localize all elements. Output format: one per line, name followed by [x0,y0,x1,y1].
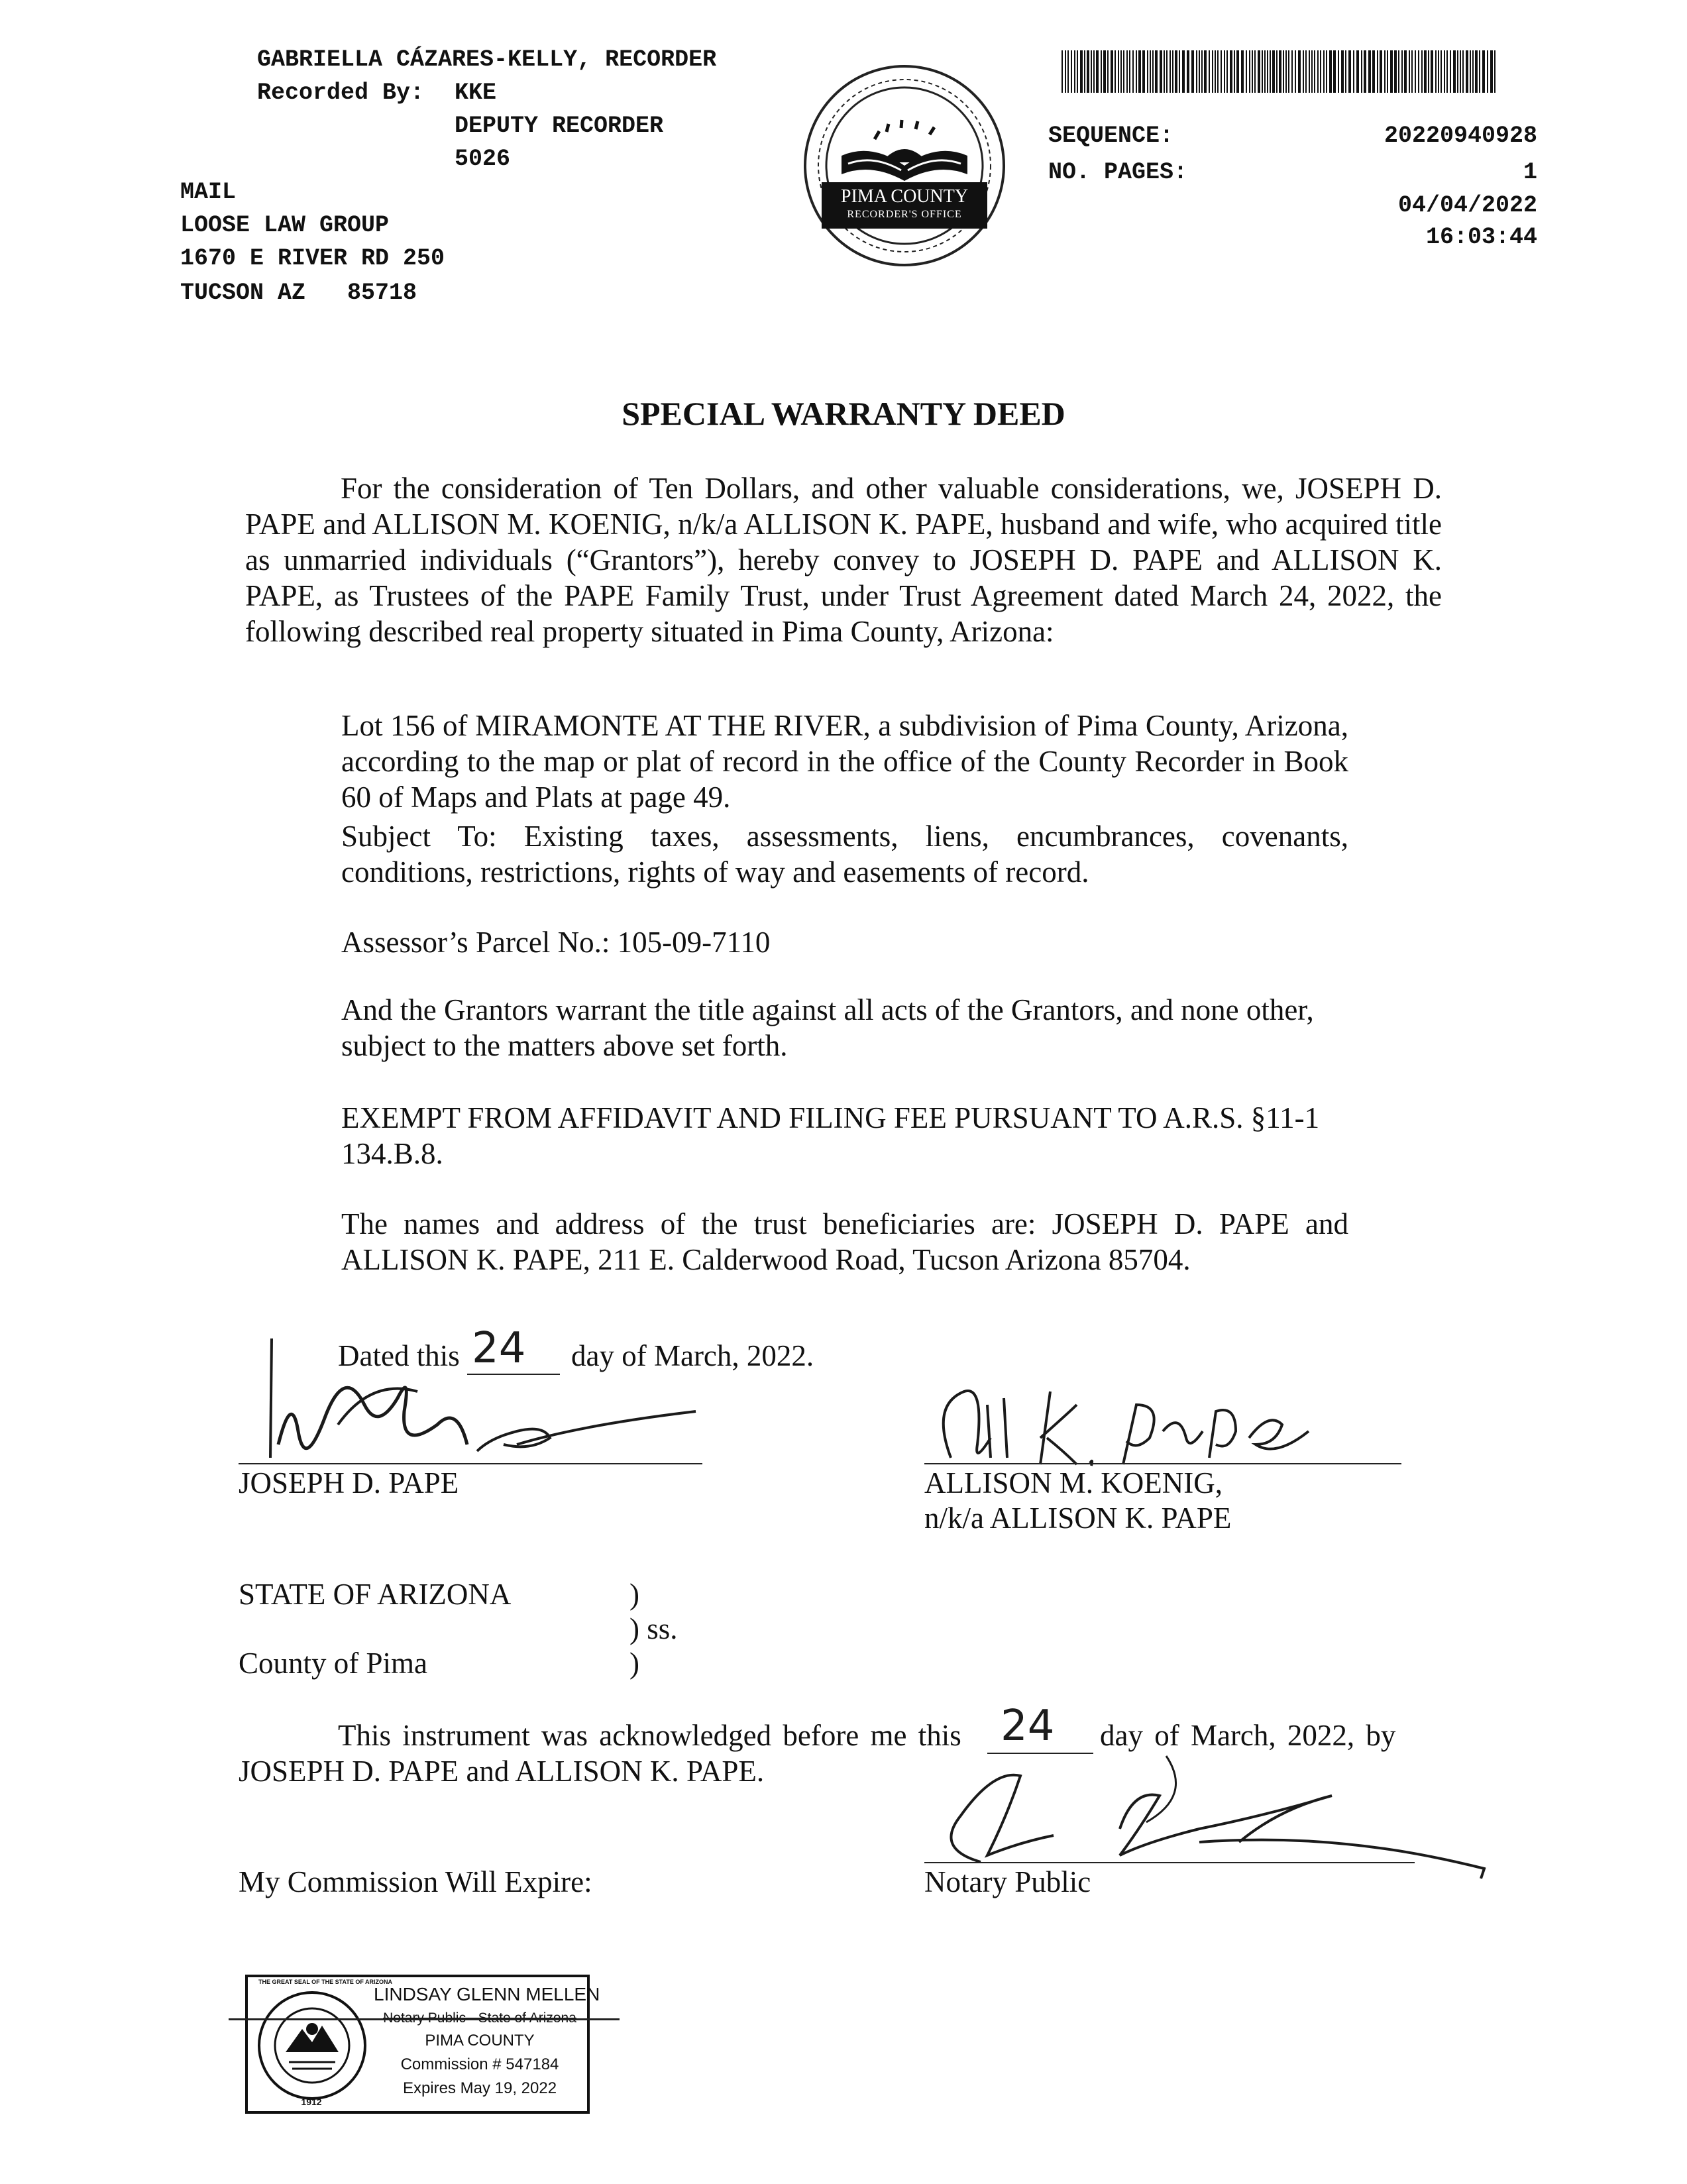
barcode-bar [1107,50,1109,93]
barcode-bar [1372,50,1375,93]
barcode-bar [1446,50,1448,93]
barcode-bar [1356,50,1359,93]
venue-paren-close: ) [629,1647,639,1680]
notary-stamp-expires: Expires May 19, 2022 [402,2079,557,2097]
barcode-bar [1179,50,1180,93]
barcode-bar [1338,50,1339,93]
notary-stamp [245,1975,600,2114]
barcode-bar [1460,50,1461,93]
barcode-bar [1333,50,1336,93]
barcode-bar [1424,50,1427,93]
barcode-bar [1267,50,1268,93]
barcode-bar [1309,50,1310,93]
barcode-bar [1077,50,1078,93]
recording-time: 16:03:44 [1425,224,1537,250]
dated-day-handwritten: 24 [472,1324,526,1373]
signature-joseph-icon [239,1325,742,1478]
subject-to: Subject To: Existing taxes, assessments, liens, encumbrances, covenants, conditions, restrictions, rights of way and easements of record. [341,820,1348,889]
barcode-bar [1226,50,1228,93]
barcode-bar [1241,50,1244,93]
signature-line-allison [924,1463,1401,1464]
barcode-bar [1450,50,1451,93]
barcode-bar [1230,50,1232,93]
venue-paren-open: ) [629,1578,639,1611]
dated-prefix: Dated this [338,1339,460,1372]
exempt-clause: EXEMPT FROM AFFIDAVIT AND FILING FEE PURSUANT TO A.R.S. §11-1134.B.8. [341,1101,1320,1170]
sequence-value: 20220940928 [1384,123,1537,149]
barcode-bar [1246,50,1247,93]
barcode-bar [1295,50,1296,93]
barcode-bar [1129,50,1130,93]
barcode-bar [1323,50,1325,93]
barcode-bar [1283,50,1284,93]
barcode-bar [1390,50,1393,93]
ack-day-handwritten: 24 [1001,1702,1055,1751]
barcode-bar [1111,50,1113,93]
barcode-bar [1377,50,1378,93]
barcode-bar [1272,50,1275,93]
barcode-bar [1182,50,1185,93]
barcode-bar [1091,50,1092,93]
barcode-bar [1462,50,1464,93]
barcode-bar [1217,50,1219,93]
barcode-bar [1387,50,1388,93]
barcode-bar [1103,50,1106,93]
arizona-seal-year: 1912 [301,2097,322,2107]
arizona-seal-text: THE GREAT SEAL OF THE STATE OF ARIZONA [258,1979,392,1985]
barcode-bar [1348,50,1351,93]
venue-state: STATE OF ARIZONA [239,1578,512,1611]
barcode-bar [1438,50,1439,93]
barcode-bar [1262,50,1263,93]
barcode-bar [1329,50,1332,93]
barcode-bar [1172,50,1173,93]
barcode-bar [1164,50,1165,93]
barcode-bar [1258,50,1260,93]
venue-ss: ) ss. [629,1612,678,1645]
barcode-bar [1457,50,1458,93]
ack-names: JOSEPH D. PAPE and ALLISON K. PAPE. [239,1755,765,1788]
barcode-bar [1249,50,1250,93]
barcode-bar [1101,50,1102,93]
barcode-bar [1264,50,1266,93]
barcode-bar [1093,50,1095,93]
barcode-bar [1080,50,1083,93]
barcode-bar [1384,50,1386,93]
barcode-bar [1126,50,1128,93]
mail-line-3: TUCSON AZ 85718 [180,280,417,306]
barcode-bar [1150,50,1151,93]
barcode-bar [1236,50,1239,93]
barcode-icon [1061,50,1499,93]
stamp-strike-line [229,2018,620,2020]
barcode-bar [1441,50,1442,93]
barcode-bar [1466,50,1468,93]
barcode-bar [1418,50,1419,93]
barcode-bar [1201,50,1203,93]
barcode-bar [1353,50,1354,93]
barcode-bar [1380,50,1382,93]
barcode-bar [1132,50,1134,93]
barcode-bar [1096,50,1099,93]
barcode-bar [1187,50,1189,93]
barcode-bar [1254,50,1256,93]
barcode-bar [1475,50,1478,93]
barcode-bar [1215,50,1216,93]
barcode-bar [1487,50,1488,93]
barcode-bar [1196,50,1197,93]
signature-allison-icon [924,1365,1322,1471]
pages-value: 1 [1523,159,1537,186]
barcode-bar [1411,50,1413,93]
signature-notary-icon [921,1736,1491,1882]
barcode-bar [1118,50,1119,93]
barcode-bar [1067,50,1069,93]
barcode-bar [1415,50,1416,93]
seal-line-1: PIMA COUNTY [840,186,969,207]
mail-line-1: LOOSE LAW GROUP [180,212,390,239]
barcode-bar [1326,50,1327,93]
barcode-bar [1152,50,1154,93]
barcode-bar [1494,50,1496,93]
barcode-bar [1472,50,1474,93]
notary-stamp-title: Notary Public - State of Arizona [383,2010,576,2026]
barcode-bar [1120,50,1122,93]
ack-prefix: This instrument was acknowledged before me this [338,1719,961,1752]
barcode-bar [1311,50,1313,93]
barcode-bar [1138,50,1141,93]
barcode [1061,50,1499,93]
barcode-bar [1435,50,1437,93]
barcode-bar [1345,50,1346,93]
notary-stamp-county: PIMA COUNTY [425,2032,535,2049]
barcode-bar [1320,50,1321,93]
barcode-bar [1453,50,1456,93]
barcode-bar [1123,50,1124,93]
barcode-bar [1288,50,1289,93]
recording-date: 04/04/2022 [1397,192,1537,219]
arizona-seal-icon [256,1989,368,2102]
barcode-bar [1431,50,1433,93]
barcode-bar [1221,50,1222,93]
barcode-bar [1421,50,1423,93]
deed-intro: For the consideration of Ten Dollars, and other valuable considerations, we, JOSEPH D. PAPE and ALLISON M. KOENIG, n/k/a ALLISON K. PAPE, husband and wife, who acquired title as unmarried individuals (“Grantors”), hereby convey to JOSEPH D. PAPE and ALLISON K. PAPE, as Trustees of the PAPE Family Trust, under Trust Agreement dated March 24, 2022, the following described real property situated in Pima County, Arizona: [245,472,1442,648]
parcel-number: Assessor’s Parcel No.: 105-09-7110 [341,926,771,959]
grantor-2-name: ALLISON M. KOENIG, [924,1466,1223,1500]
seal-line-2: RECORDER'S OFFICE [847,209,962,220]
barcode-bar [1404,50,1407,93]
barcode-bar [1204,50,1207,93]
barcode-bar [1115,50,1116,93]
barcode-bar [1071,50,1072,93]
barcode-bar [1170,50,1171,93]
commission-label: My Commission Will Expire: [239,1865,592,1898]
barcode-bar [1270,50,1271,93]
pima-county-seal [802,63,1007,268]
barcode-bar [1341,50,1344,93]
notary-stamp-commission: Commission # 547184 [400,2055,559,2073]
warranty-clause: And the Grantors warrant the title against all acts of the Grantors, and none other, subject to the matters above set forth. [341,993,1314,1062]
signature-line-joseph [239,1463,702,1464]
barcode-bar [1409,50,1410,93]
barcode-bar [1199,50,1200,93]
grantor-1-name: JOSEPH D. PAPE [239,1466,459,1500]
barcode-bar [1276,50,1278,93]
pages-label: NO. PAGES: [1048,159,1188,186]
barcode-bar [1166,50,1168,93]
barcode-bar [1444,50,1445,93]
barcode-bar [1479,50,1480,93]
barcode-bar [1398,50,1399,93]
mail-line-2: 1670 E RIVER RD 250 [180,245,445,272]
barcode-bar [1160,50,1162,93]
recorder-name: GABRIELLA CÁZARES-KELLY, RECORDER [257,46,717,73]
barcode-bar [1209,50,1210,93]
barcode-bar [1136,50,1137,93]
seal-graphic-icon [802,63,1007,268]
barcode-bar [1394,50,1397,93]
barcode-bar [1061,50,1063,93]
barcode-bar [1305,50,1307,93]
barcode-bar [1361,50,1362,93]
deed-title: SPECIAL WARRANTY DEED [622,395,1065,432]
barcode-bar [1074,50,1075,93]
recorded-by-label: Recorded By: [257,80,425,106]
barcode-bar [1368,50,1371,93]
sequence-label: SEQUENCE: [1048,123,1174,149]
barcode-bar [1212,50,1213,93]
barcode-bar [1428,50,1429,93]
barcode-bar [1191,50,1194,93]
ack-middle: day of March, 2022, by [1100,1719,1396,1752]
barcode-bar [1364,50,1366,93]
barcode-bar [1065,50,1066,93]
deputy-title: DEPUTY RECORDER [455,113,664,139]
grantor-2-aka: n/k/a ALLISON K. PAPE [924,1502,1232,1535]
barcode-bar [1314,50,1315,93]
barcode-bar [1298,50,1301,93]
barcode-bar [1482,50,1485,93]
barcode-bar [1285,50,1287,93]
recorded-by-value: KKE [455,80,497,106]
legal-description: Lot 156 of MIRAMONTE AT THE RIVER, a subdivision of Pima County, Arizona, according to the map or plat of record in the office of the County Recorder in Book 60 of Maps and Plats at page 49. [341,709,1348,814]
barcode-bar [1401,50,1403,93]
barcode-bar [1224,50,1225,93]
barcode-bar [1234,50,1235,93]
barcode-bar [1142,50,1145,93]
barcode-bar [1087,50,1089,93]
barcode-bar [1252,50,1253,93]
barcode-bar [1084,50,1085,93]
barcode-bar [1490,50,1493,93]
barcode-bar [1147,50,1148,93]
barcode-bar [1279,50,1281,93]
barcode-bar [1470,50,1471,93]
barcode-bar [1317,50,1319,93]
barcode-bar [1175,50,1177,93]
notary-signature-line [924,1862,1415,1863]
notary-label: Notary Public [924,1865,1091,1898]
notary-stamp-name: LINDSAY GLENN MELLEN [374,1984,600,2004]
dated-suffix: day of March, 2022. [571,1339,814,1372]
deputy-number: 5026 [455,146,511,172]
barcode-bar [1303,50,1304,93]
barcode-bar [1291,50,1293,93]
venue-county: County of Pima [239,1647,428,1680]
mail-label: MAIL [180,179,237,205]
beneficiaries: The names and address of the trust beneficiaries are: JOSEPH D. PAPE and ALLISON K. PAPE, 211 E. Calderwood Road, Tucson Arizona 85704. [341,1207,1348,1276]
barcode-bar [1155,50,1158,93]
